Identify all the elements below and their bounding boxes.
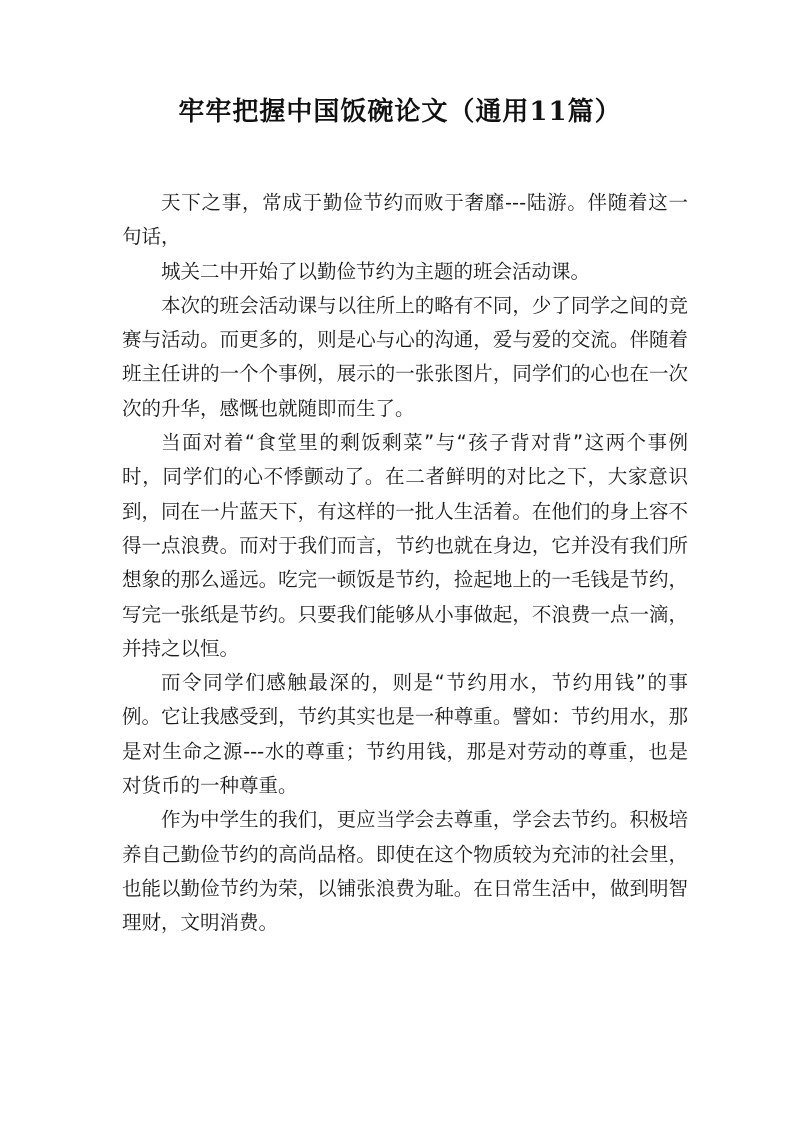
paragraph: 当面对着“食堂里的剩饭剩菜”与“孩子背对背”这两个事例时，同学们的心不悸颤动了。在二者鲜明的对比之下，大家意识到，同在一片蓝天下，有这样的一批人生活着。在他们的身上容不得一点浪费。而对于我们而言，节约也就在身边，它并没有我们所想象的那么遥远。吃完一顿饭是节约，捡起地上的一毛钱是节约，写完一张纸是节约。只要我们能够从小事做起，不浪费一点一滴，并持之以恒。 [122, 431, 688, 660]
paragraph: 而令同学们感触最深的，则是“节约用水，节约用钱”的事例。它让我感受到，节约其实也是一种尊重。譬如：节约用水，那是对生命之源---水的尊重；节约用钱，那是对劳动的尊重，也是对货币的一种尊重。 [122, 671, 688, 798]
paragraph: 天下之事，常成于勤俭节约而败于奢靡---陆游。伴随着这一句话， [122, 191, 688, 249]
document-title: 牢牢把握中国饭碗论文（通用11篇） [178, 97, 622, 127]
document-body [122, 186, 688, 941]
paragraph: 城关二中开始了以勤俭节约为主题的班会活动课。 [161, 259, 591, 283]
paragraph: 本次的班会活动课与以往所上的略有不同，少了同学之间的竞赛与活动。而更多的，则是心与心的沟通，爱与爱的交流。伴随着班主任讲的一个个事例，展示的一张张图片，同学们的心也在一次次的升华，感慨也就随即而生了。 [122, 293, 688, 420]
paragraph: 作为中学生的我们，更应当学会去尊重，学会去节约。积极培养自己勤俭节约的高尚品格。即使在这个物质较为充沛的社会里，也能以勤俭节约为荣，以铺张浪费为耻。在日常生活中，做到明智理财，文明消费。 [122, 808, 688, 935]
